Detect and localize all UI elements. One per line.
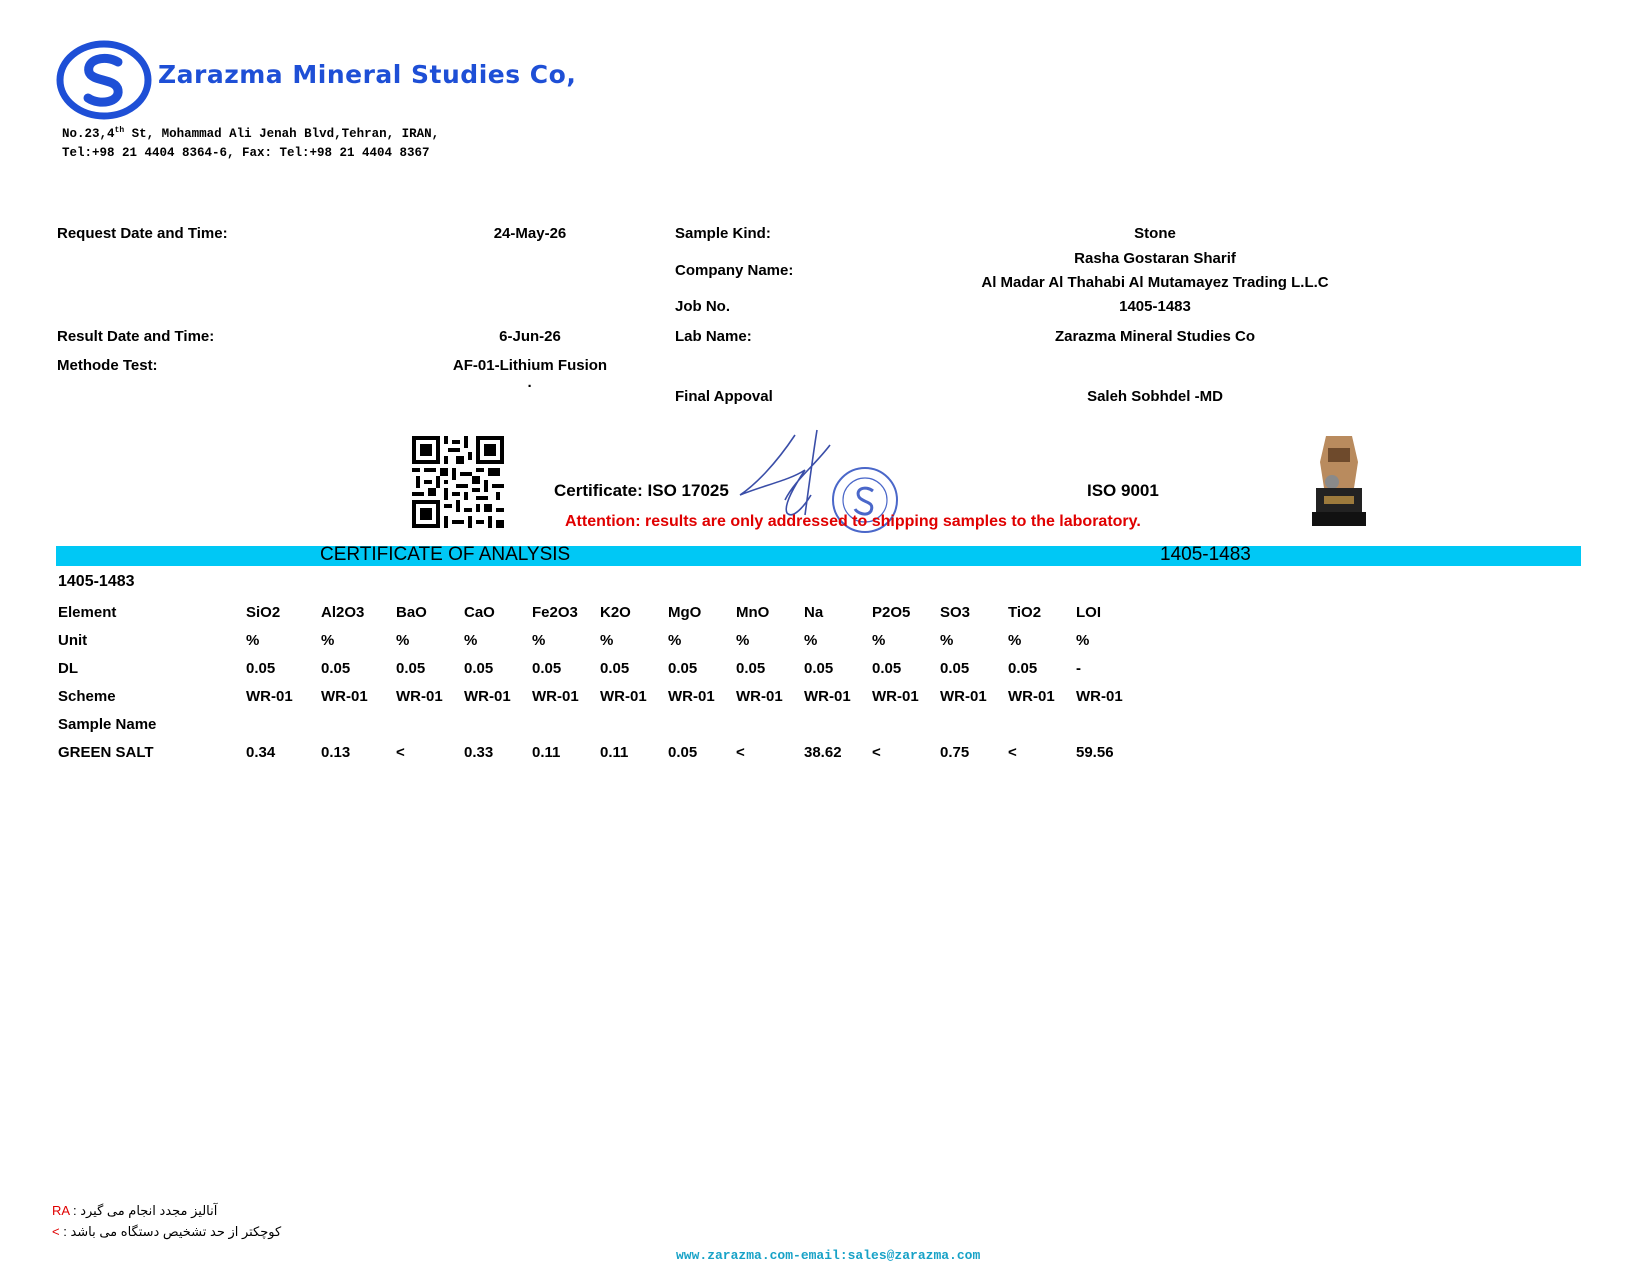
table-cell: % <box>668 631 682 649</box>
analysis-job-no: 1405-1483 <box>58 573 135 590</box>
certificate-band <box>56 546 1581 566</box>
table-cell: < <box>872 743 881 761</box>
table-cell: WR-01 <box>246 687 293 705</box>
table-row <box>56 738 1149 766</box>
table-cell: SO3 <box>940 603 971 621</box>
table-cell: WR-01 <box>736 687 783 705</box>
job-no-value: 1405-1483 <box>1119 298 1191 315</box>
table-cell <box>530 710 598 738</box>
table-row <box>56 598 1149 626</box>
table-cell: MnO <box>736 603 770 621</box>
table-cell: 0.05 <box>464 659 494 677</box>
table-cell: 0.05 <box>321 659 351 677</box>
table-cell: < <box>396 743 405 761</box>
method-dot: · <box>527 378 533 395</box>
footer-note-ra: RA : آنالیز مجدد انجام می گیرد <box>52 1203 218 1218</box>
table-cell: P2O5 <box>872 603 911 621</box>
iso-9001-certificate: ISO 9001 <box>1087 481 1159 500</box>
method-label: Methode Test: <box>57 357 158 374</box>
row-label: Element <box>58 603 117 621</box>
lab-name-value: Zarazma Mineral Studies Co <box>1054 328 1256 345</box>
table-cell: 0.05 <box>804 659 834 677</box>
table-cell <box>394 710 462 738</box>
result-date-value: 6-Jun-26 <box>499 328 561 345</box>
row-label: GREEN SALT <box>58 743 154 761</box>
table-cell: WR-01 <box>464 687 511 705</box>
company-phone: Tel:+98 21 4404 8364-6, Fax: Tel:+98 21 4404 8367 <box>62 146 430 161</box>
table-cell: WR-01 <box>872 687 919 705</box>
final-approval-label: Final Appoval <box>675 388 773 405</box>
table-cell: 0.05 <box>736 659 766 677</box>
table-cell: 0.05 <box>668 743 698 761</box>
company-name-label: Company Name: <box>675 262 794 279</box>
table-cell: 0.05 <box>396 659 426 677</box>
table-cell: 0.75 <box>940 743 970 761</box>
attention-notice: Attention: results are only addressed to shipping samples to the laboratory. <box>565 513 1141 530</box>
table-cell: 0.11 <box>600 743 629 761</box>
table-cell: Na <box>804 603 824 621</box>
table-cell: 38.62 <box>804 743 842 761</box>
request-date-label: Request Date and Time: <box>57 225 228 242</box>
table-cell: 0.05 <box>600 659 630 677</box>
row-label: Unit <box>58 631 88 649</box>
table-cell: % <box>804 631 818 649</box>
iso-17025-certificate: Certificate: ISO 17025 <box>554 481 729 500</box>
table-cell: 0.05 <box>1008 659 1038 677</box>
table-cell <box>938 710 1006 738</box>
table-cell: % <box>940 631 954 649</box>
table-cell: % <box>246 631 260 649</box>
table-cell: 0.33 <box>464 743 494 761</box>
table-cell: WR-01 <box>600 687 647 705</box>
table-cell: 0.05 <box>872 659 902 677</box>
table-cell: % <box>600 631 614 649</box>
table-cell: WR-01 <box>940 687 987 705</box>
table-cell <box>666 710 734 738</box>
table-cell: % <box>532 631 546 649</box>
table-cell: Fe2O3 <box>532 603 578 621</box>
result-date-label: Result Date and Time: <box>57 328 215 345</box>
table-cell <box>598 710 666 738</box>
table-cell <box>319 710 394 738</box>
table-cell: 0.11 <box>532 743 561 761</box>
table-cell: % <box>872 631 886 649</box>
table-cell: < <box>736 743 745 761</box>
table-cell: TiO2 <box>1008 603 1042 621</box>
table-cell: % <box>1076 631 1090 649</box>
table-cell <box>462 710 530 738</box>
table-cell: WR-01 <box>396 687 443 705</box>
table-cell: LOI <box>1076 603 1101 621</box>
row-label: DL <box>58 659 78 677</box>
analysis-table <box>56 598 1149 766</box>
sample-kind-value: Stone <box>1134 225 1176 242</box>
table-cell: - <box>1076 659 1081 677</box>
footer-note-below-detection: < : کوچکتر از حد تشخیص دستگاه می باشد <box>52 1224 282 1239</box>
table-cell <box>1074 710 1149 738</box>
table-cell: WR-01 <box>532 687 579 705</box>
table-cell <box>802 710 870 738</box>
table-row <box>56 654 1149 682</box>
lab-name-label: Lab Name: <box>675 328 752 345</box>
table-row <box>56 710 1149 738</box>
footer-website-email[interactable]: www.zarazma.com-email:sales@zarazma.com <box>676 1248 981 1263</box>
table-cell: WR-01 <box>1008 687 1055 705</box>
company-name: Zarazma Mineral Studies Co, <box>158 60 577 89</box>
certificate-title: CERTIFICATE OF ANALYSIS <box>320 544 571 565</box>
table-cell: MgO <box>668 603 702 621</box>
table-cell: 0.34 <box>246 743 276 761</box>
company-address: No.23,4th St, Mohammad Ali Jenah Blvd,Tehran, IRAN, Tel:+98 21 4404 8364-6, Fax: Tel:+98 21 4404 8367 <box>62 121 439 163</box>
method-value: AF-01-Lithium Fusion <box>452 357 608 374</box>
request-date-value: 24-May-26 <box>493 225 567 242</box>
qr-code <box>412 436 504 528</box>
table-cell <box>244 710 319 738</box>
table-cell <box>734 710 802 738</box>
table-cell: SiO2 <box>246 603 281 621</box>
sample-kind-label: Sample Kind: <box>675 225 771 242</box>
table-row <box>56 626 1149 654</box>
row-label: Sample Name <box>58 715 157 733</box>
job-no-label: Job No. <box>675 298 730 315</box>
row-label: Scheme <box>58 687 116 705</box>
certificate-job-no: 1405-1483 <box>1160 544 1251 565</box>
table-row <box>56 682 1149 710</box>
final-approval-value: Saleh Sobhdel -MD <box>1087 388 1223 405</box>
company-logo <box>56 40 152 120</box>
table-cell <box>870 710 938 738</box>
table-cell: K2O <box>600 603 631 621</box>
table-cell: WR-01 <box>321 687 368 705</box>
table-cell <box>1006 710 1074 738</box>
table-cell: 0.13 <box>321 743 351 761</box>
table-cell: 59.56 <box>1076 743 1114 761</box>
table-cell: < <box>1008 743 1017 761</box>
table-cell: WR-01 <box>804 687 851 705</box>
table-cell: 0.05 <box>668 659 698 677</box>
table-cell: % <box>321 631 335 649</box>
award-trophy-image <box>1308 432 1370 530</box>
table-cell: BaO <box>396 603 427 621</box>
table-cell: % <box>396 631 410 649</box>
table-cell: 0.05 <box>246 659 276 677</box>
table-cell: Al2O3 <box>321 603 365 621</box>
table-cell: % <box>736 631 750 649</box>
table-cell: % <box>1008 631 1022 649</box>
table-cell: 0.05 <box>532 659 562 677</box>
table-cell: CaO <box>464 603 495 621</box>
company-name-value-1: Rasha Gostaran Sharif <box>1074 250 1236 267</box>
table-cell: % <box>464 631 478 649</box>
table-cell: WR-01 <box>1076 687 1123 705</box>
table-cell: WR-01 <box>668 687 715 705</box>
company-name-value-2: Al Madar Al Thahabi Al Mutamayez Trading L.L.C <box>981 274 1329 291</box>
table-cell: 0.05 <box>940 659 970 677</box>
